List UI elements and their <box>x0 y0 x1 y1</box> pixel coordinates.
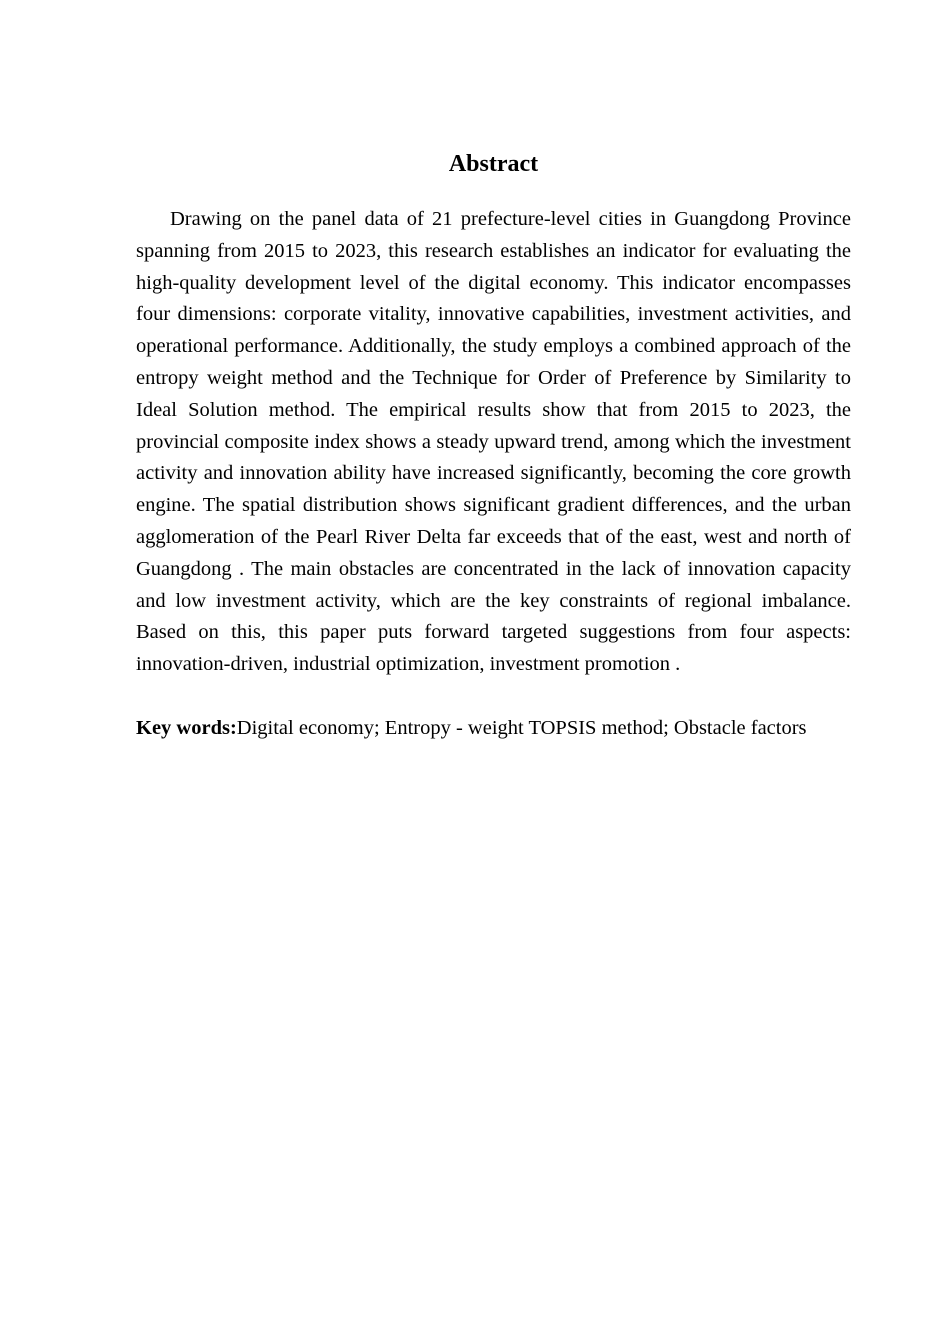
keywords-label: Key words: <box>136 716 237 739</box>
abstract-body: Drawing on the panel data of 21 prefecture-level cities in Guangdong Province spanning from 2015 to 2023, this research establishes an indicator for evaluating the high-quality development level of the digital economy. This indicator encompasses four dimensions: corporate vitality, innovative capabilities, investment activities, and operational performance. Additionally, the study employs a combined approach of the entropy weight method and the Technique for Order of Preference by Similarity to Ideal Solution method. The empirical results show that from 2015 to 2023, the provincial composite index shows a steady upward trend, among which the investment activity and innovation ability have increased significantly, becoming the core growth engine. The spatial distribution shows significant gradient differences, and the urban agglomeration of the Pearl River Delta far exceeds that of the east, west and north of Guangdong . The main obstacles are concentrated in the lack of innovation capacity and low investment activity, which are the key constraints of regional imbalance. Based on this, this paper puts forward targeted suggestions from four aspects: innovation-driven, industrial optimization, investment promotion . <box>136 208 851 676</box>
abstract-section <box>136 148 851 745</box>
keywords-text: Digital economy; Entropy - weight TOPSIS method; Obstacle factors <box>236 716 807 739</box>
keywords-line <box>136 713 851 745</box>
abstract-title: Abstract <box>448 151 539 177</box>
